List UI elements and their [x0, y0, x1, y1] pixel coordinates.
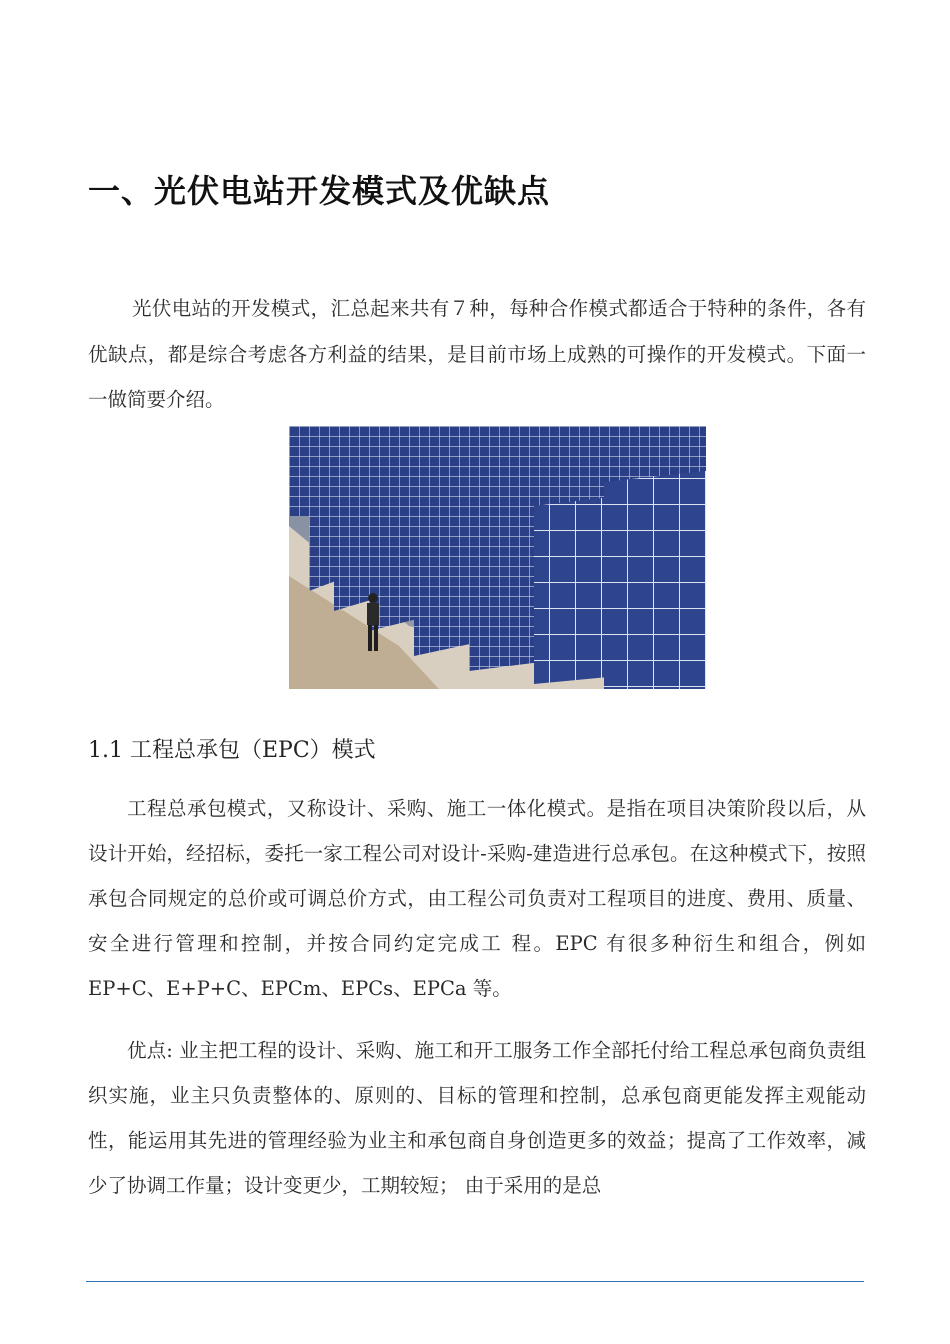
page-title: 一、光伏电站开发模式及优缺点 [88, 172, 551, 210]
epc-advantages-paragraph: 优点: 业主把工程的设计、采购、施工和开工服务工作全部托付给工程总承包商负责组织实施，业主只负责整体的、原则的、目标的管理和控制，总承包商更能发挥主观能动性，能运用其先进的管理经验为业主和承包商自身创造更多的效益；提高了工作效率，减少了协调工作量；设计变更少，工期较短； 由于采用的是总 [88, 1039, 866, 1197]
footer-divider [86, 1281, 864, 1282]
epc-description-paragraph: 工程总承包模式，又称设计、采购、施工一体化模式。是指在项目决策阶段以后，从设计开始，经招标，委托一家工程公司对设计-采购-建造进行总承包。在这种模式下，按照承包合同规定的总价或可调总价方式，由工程公司负责对工程项目的进度、费用、质量、安全进行管理和控制，并按合同约定完成工 程。EPC 有很多种衍生和组合，例如 EP+C、E+P+C、EPCm、EPCs、EPCa 等。 [88, 797, 866, 1000]
solar-panel-field-photo [289, 426, 706, 689]
solar-panels-illustration [289, 426, 706, 689]
intro-paragraph: 光伏电站的开发模式，汇总起来共有７种，每种合作模式都适合于特种的条件，各有优缺点，都是综合考虑各方利益的结果，是目前市场上成熟的可操作的开发模式。下面一一做简要介绍。 [88, 297, 866, 411]
section-title: 1.1 工程总承包（EPC）模式 [88, 738, 376, 763]
